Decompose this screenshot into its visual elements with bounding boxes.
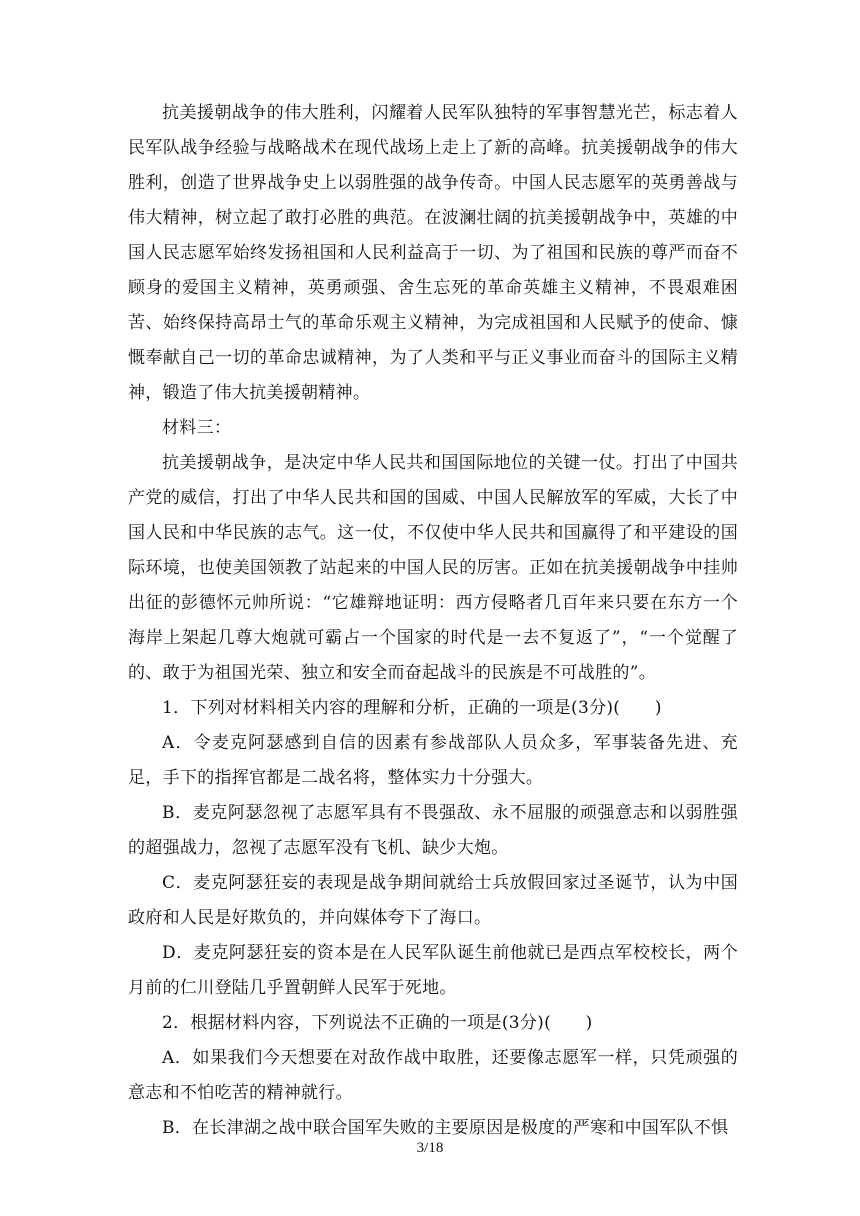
question-1-option-d: D．麦克阿瑟狂妄的资本是在人民军队诞生前他就已是西点军校校长，两个月前的仁川登陆几乎置朝鲜人民军于死地。 [128,943,738,998]
question-1-option-b: B．麦克阿瑟忽视了志愿军具有不畏强敌、永不屈服的顽强意志和以弱胜强的超强战力，忽视了志愿军没有飞机、缺少大炮。 [128,803,738,858]
question-1-option-c: C．麦克阿瑟狂妄的表现是战争期间就给士兵放假回家过圣诞节，认为中国政府和人民是好欺负的，并向媒体夸下了海口。 [128,873,738,928]
question-1: 1．下列对材料相关内容的理解和分析，正确的一项是(3分)( ) [162,698,662,718]
material-3-heading: 材料三： [162,418,232,438]
question-1-option-a: A．令麦克阿瑟感到自信的因素有参战部队人员众多，军事装备先进、充足，手下的指挥官都是二战名将，整体实力十分强大。 [128,733,738,788]
question-2-option-b: B．在长津湖之战中联合国军失败的主要原因是极度的严寒和中国军队不惧 [162,1118,729,1138]
page-number: 3/18 [416,1140,444,1156]
document-body [128,96,738,1146]
question-2-option-a: A．如果我们今天想要在对敌作战中取胜，还要像志愿军一样，只凭顽强的意志和不怕吃苦的精神就行。 [128,1048,738,1103]
paragraph-material-3: 抗美援朝战争，是决定中华人民共和国国际地位的关键一仗。打出了中国共产党的威信，打出了中华人民共和国的国威、中国人民解放军的军威，大长了中国人民和中华民族的志气。这一仗，不仅使中华人民共和国赢得了和平建设的国际环境，也使美国领教了站起来的中国人民的厉害。正如在抗美援朝战争中挂帅出征的彭德怀元帅所说：“它雄辩地证明：西方侵略者几百年来只要在东方一个海岸上架起几尊大炮就可霸占一个国家的时代是一去不复返了”，“一个觉醒了的、敢于为祖国光荣、独立和安全而奋起战斗的民族是不可战胜的”。 [128,453,738,683]
question-2: 2．根据材料内容，下列说法不正确的一项是(3分)( ) [162,1013,593,1033]
paragraph-material-2-conclusion: 抗美援朝战争的伟大胜利，闪耀着人民军队独特的军事智慧光芒，标志着人民军队战争经验与战略战术在现代战场上走上了新的高峰。抗美援朝战争的伟大胜利，创造了世界战争史上以弱胜强的战争传奇。中国人民志愿军的英勇善战与伟大精神，树立起了敢打必胜的典范。在波澜壮阔的抗美援朝战争中，英雄的中国人民志愿军始终发扬祖国和人民利益高于一切、为了祖国和民族的尊严而奋不顾身的爱国主义精神，英勇顽强、舍生忘死的革命英雄主义精神，不畏艰难困苦、始终保持高昂士气的革命乐观主义精神，为完成祖国和人民赋予的使命、慷慨奉献自己一切的革命忠诚精神，为了人类和平与正义事业而奋斗的国际主义精神，锻造了伟大抗美援朝精神。 [128,103,738,403]
